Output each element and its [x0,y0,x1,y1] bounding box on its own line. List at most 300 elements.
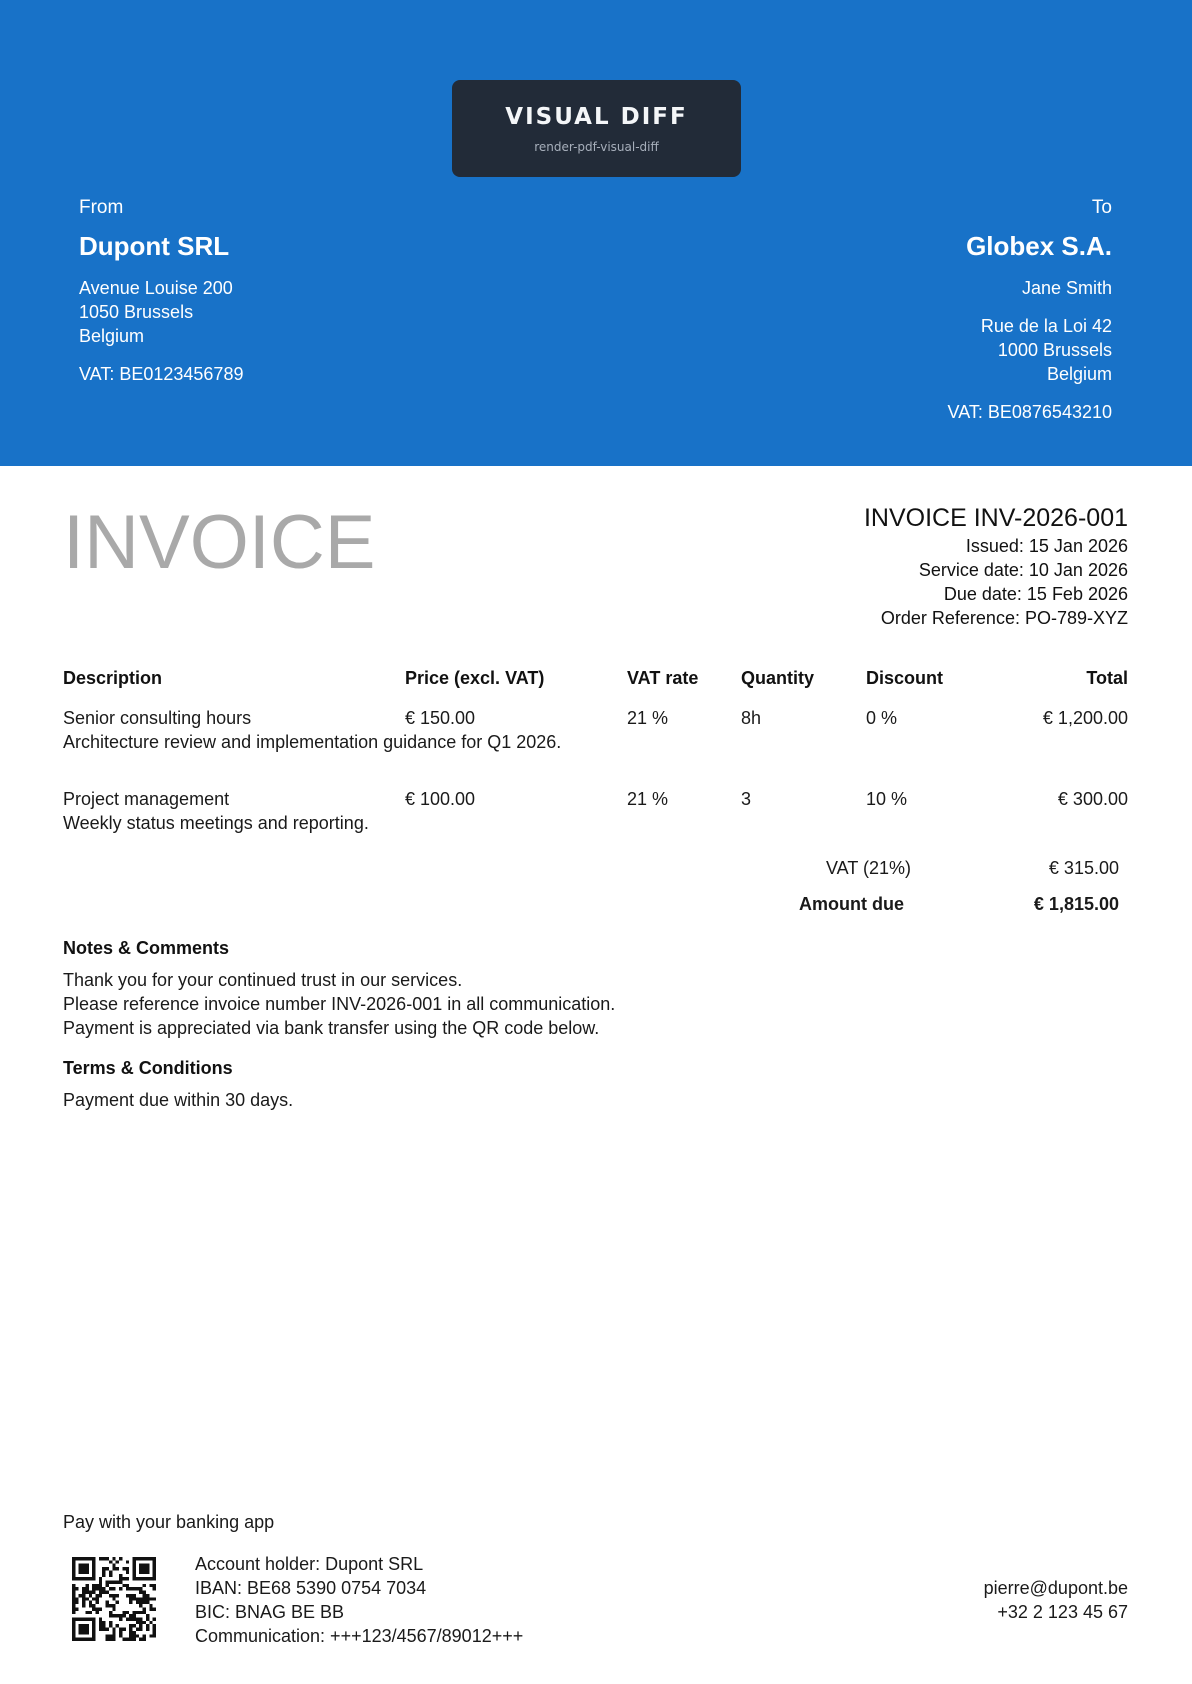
qr-module [85,1638,88,1641]
qr-module [92,1638,95,1641]
qr-module [102,1567,105,1570]
qr-module [126,1584,129,1587]
qr-module [89,1601,92,1604]
qr-module [72,1591,75,1594]
qr-module [129,1614,132,1617]
qr-module [85,1587,88,1590]
qr-module [139,1564,142,1567]
qr-module [143,1591,146,1594]
qr-module [106,1604,109,1607]
qr-module [146,1567,149,1570]
order-reference: Order Reference: PO-789-XYZ [880,608,1128,628]
qr-module [129,1631,132,1634]
qr-module [153,1617,156,1620]
qr-module [149,1597,152,1600]
qr-module [116,1601,119,1604]
qr-module [106,1591,109,1594]
qr-module [102,1587,105,1590]
qr-module [72,1584,75,1587]
table-row [63,706,1128,787]
qr-module [85,1577,88,1580]
qr-module [85,1617,88,1620]
column-header-discount: Discount [866,668,944,688]
qr-module [132,1574,135,1577]
qr-module [119,1577,122,1580]
qr-module [146,1614,149,1617]
item-total: € 300.00 [1057,789,1128,809]
qr-module [153,1624,156,1627]
qr-module [92,1628,95,1631]
qr-module [89,1611,92,1614]
qr-module [92,1617,95,1620]
from-address-line: Belgium [79,326,145,346]
qr-module [109,1621,112,1624]
qr-module [96,1594,99,1597]
qr-module [139,1601,142,1604]
qr-module [132,1634,135,1637]
qr-module [99,1591,102,1594]
qr-module [153,1584,156,1587]
qr-module [85,1557,88,1560]
qr-module [106,1638,109,1641]
qr-module [139,1617,142,1620]
qr-module [112,1604,115,1607]
logo-title: VISUAL DIFF [505,103,688,130]
qr-module [146,1594,149,1597]
item-quantity: 3 [741,789,752,809]
qr-module [153,1587,156,1590]
qr-module [92,1591,95,1594]
item-description: Senior consulting hours [63,708,252,728]
qr-module [132,1587,135,1590]
qr-module [139,1628,142,1631]
company-logo [452,80,741,177]
qr-module [82,1567,85,1570]
to-address-line: Belgium [1046,364,1112,384]
invoice-heading: INVOICE [63,500,376,585]
qr-module [109,1624,112,1627]
qr-module [99,1621,102,1624]
notes-line: Thank you for your continued trust in our services. [63,970,463,990]
vat-total-row [799,856,1119,880]
qr-module [149,1577,152,1580]
qr-module [153,1570,156,1573]
qr-module [119,1628,122,1631]
column-header-description: Description [63,668,163,688]
qr-module [116,1567,119,1570]
qr-module [119,1631,122,1634]
from-party [79,196,243,386]
qr-module [106,1581,109,1584]
qr-module [132,1594,135,1597]
qr-module [106,1584,109,1587]
qr-module [96,1607,99,1610]
table-header [63,668,1128,696]
qr-module [92,1624,95,1627]
qr-module [132,1614,135,1617]
to-vat: VAT: BE0876543210 [947,402,1112,422]
issued-date: Issued: 15 Jan 2026 [965,536,1128,556]
qr-module [109,1587,112,1590]
qr-module [85,1564,88,1567]
invoice-meta [864,502,1128,630]
due-date: Due date: 15 Feb 2026 [943,584,1128,604]
qr-module [109,1581,112,1584]
qr-module [139,1567,142,1570]
qr-module [126,1570,129,1573]
qr-module [139,1570,142,1573]
qr-module [146,1624,149,1627]
qr-module [153,1607,156,1610]
qr-module [149,1621,152,1624]
qr-module [79,1638,82,1641]
qr-module [109,1560,112,1563]
payment-qr-code [72,1557,156,1641]
qr-module [143,1621,146,1624]
qr-module [112,1557,115,1560]
qr-module [153,1560,156,1563]
to-contact-person: Jane Smith [1021,278,1112,298]
qr-module [79,1570,82,1573]
qr-module [116,1614,119,1617]
qr-module [112,1614,115,1617]
qr-module [153,1634,156,1637]
qr-module [72,1564,75,1567]
qr-module [109,1570,112,1573]
terms-section [63,1056,293,1112]
qr-module [89,1594,92,1597]
qr-module [89,1557,92,1560]
qr-module [72,1638,75,1641]
qr-module [132,1617,135,1620]
qr-module [99,1577,102,1580]
qr-module [72,1624,75,1627]
qr-module [136,1617,139,1620]
qr-module [75,1638,78,1641]
qr-module [99,1594,102,1597]
qr-module [79,1617,82,1620]
qr-module [122,1628,125,1631]
qr-module [72,1631,75,1634]
qr-module [92,1560,95,1563]
qr-module [102,1570,105,1573]
qr-module [153,1577,156,1580]
qr-module [143,1577,146,1580]
qr-module [122,1614,125,1617]
qr-module [85,1611,88,1614]
qr-module [106,1601,109,1604]
qr-module [82,1604,85,1607]
qr-module [96,1611,99,1614]
qr-module [96,1584,99,1587]
qr-module [92,1634,95,1637]
qr-module [102,1628,105,1631]
qr-module [129,1587,132,1590]
qr-module [109,1614,112,1617]
qr-module [143,1597,146,1600]
qr-module [92,1557,95,1560]
payment-title: Pay with your banking app [63,1512,275,1532]
service-date: Service date: 10 Jan 2026 [918,560,1128,580]
header-band [0,0,1192,466]
column-header-total: Total [1086,668,1128,688]
qr-module [106,1567,109,1570]
qr-module [72,1611,75,1614]
qr-module [143,1567,146,1570]
qr-module [116,1560,119,1563]
qr-module [72,1587,75,1590]
item-price: € 150.00 [405,708,476,728]
qr-module [72,1607,75,1610]
qr-module [139,1621,142,1624]
qr-module [143,1564,146,1567]
item-detail: Architecture review and implementation guidance for Q1 2026. [63,732,562,752]
qr-module [92,1621,95,1624]
qr-module [75,1597,78,1600]
qr-module [96,1597,99,1600]
item-vat-rate: 21 % [627,789,669,809]
terms-title: Terms & Conditions [63,1058,233,1078]
from-vat: VAT: BE0123456789 [79,364,244,384]
qr-module [109,1574,112,1577]
qr-module [153,1567,156,1570]
qr-module [139,1611,142,1614]
qr-module [136,1577,139,1580]
qr-module [79,1594,82,1597]
qr-module [149,1607,152,1610]
qr-module [82,1577,85,1580]
qr-module [136,1634,139,1637]
qr-module [136,1628,139,1631]
qr-module [106,1628,109,1631]
qr-module [82,1617,85,1620]
item-description: Project management [63,789,230,809]
qr-module [72,1604,75,1607]
vat-total-value: € 315.00 [1048,858,1119,878]
qr-module [129,1638,132,1641]
item-detail: Weekly status meetings and reporting. [63,813,369,833]
qr-module [136,1557,139,1560]
qr-module [139,1591,142,1594]
qr-module [149,1557,152,1560]
qr-module [122,1611,125,1614]
qr-module [102,1621,105,1624]
qr-module [122,1567,125,1570]
qr-module [129,1617,132,1620]
qr-module [126,1577,129,1580]
qr-module [85,1567,88,1570]
logo-subtitle: render-pdf-visual-diff [534,139,659,154]
invoice-number: INVOICE INV-2026-001 [863,504,1128,532]
qr-module [82,1594,85,1597]
qr-module [126,1617,129,1620]
qr-module [146,1564,149,1567]
vat-total-label: VAT (21%) [826,858,912,878]
qr-module [109,1634,112,1637]
qr-module [122,1638,125,1641]
qr-module [72,1621,75,1624]
qr-module [82,1638,85,1641]
qr-module [82,1591,85,1594]
qr-module [82,1631,85,1634]
qr-module [89,1591,92,1594]
qr-module [72,1601,75,1604]
payment-communication: Communication: +++123/4567/89012+++ [195,1626,524,1646]
qr-module [129,1624,132,1627]
qr-module [85,1624,88,1627]
qr-module [143,1634,146,1637]
qr-module [122,1584,125,1587]
qr-module [85,1570,88,1573]
qr-module [116,1594,119,1597]
notes-text [63,968,615,1040]
amount-due-label: Amount due [799,894,904,914]
qr-module [132,1570,135,1573]
qr-module [75,1601,78,1604]
qr-module [153,1631,156,1634]
qr-module [72,1617,75,1620]
item-total: € 1,200.00 [1042,708,1128,728]
qr-module [129,1601,132,1604]
qr-module [136,1601,139,1604]
qr-module [85,1597,88,1600]
qr-module [143,1584,146,1587]
iban: IBAN: BE68 5390 0754 7034 [195,1578,427,1598]
qr-module [112,1597,115,1600]
qr-module [143,1638,146,1641]
qr-module [126,1567,129,1570]
qr-module [72,1570,75,1573]
qr-module [136,1597,139,1600]
item-discount: 10 % [866,789,908,809]
qr-module [102,1574,105,1577]
qr-module [72,1557,75,1560]
qr-module [96,1587,99,1590]
qr-module [149,1634,152,1637]
from-name: Dupont SRL [79,231,230,261]
qr-module [82,1570,85,1573]
contact-email: pierre@dupont.be [983,1578,1128,1598]
qr-module [85,1591,88,1594]
qr-module [92,1577,95,1580]
qr-module [132,1557,135,1560]
qr-module [79,1624,82,1627]
to-label: To [1091,197,1112,218]
qr-module [122,1577,125,1580]
to-address-line: Rue de la Loi 42 [980,316,1112,336]
qr-module [75,1557,78,1560]
qr-module [136,1621,139,1624]
qr-module [92,1631,95,1634]
notes-title: Notes & Comments [63,938,230,958]
qr-module [82,1557,85,1560]
qr-module [129,1597,132,1600]
qr-module [106,1634,109,1637]
qr-module [89,1617,92,1620]
qr-module [126,1594,129,1597]
qr-module [132,1560,135,1563]
account-holder: Account holder: Dupont SRL [195,1554,424,1574]
qr-module [72,1597,75,1600]
qr-module [132,1611,135,1614]
qr-module [106,1557,109,1560]
contact-phone: +32 2 123 45 67 [997,1602,1128,1622]
qr-module [99,1581,102,1584]
qr-module [99,1584,102,1587]
qr-module [132,1631,135,1634]
qr-module [92,1597,95,1600]
qr-module [96,1601,99,1604]
qr-module [82,1597,85,1600]
qr-module [79,1577,82,1580]
from-address [79,276,243,348]
item-discount: 0 % [866,708,898,728]
qr-module [72,1634,75,1637]
qr-module [132,1564,135,1567]
qr-module [146,1557,149,1560]
qr-module [126,1560,129,1563]
qr-module [112,1587,115,1590]
line-items-table [63,668,1128,868]
qr-module [119,1617,122,1620]
qr-module [129,1634,132,1637]
qr-module [79,1631,82,1634]
qr-module [112,1631,115,1634]
qr-module [109,1638,112,1641]
qr-module [109,1604,112,1607]
qr-module [72,1594,75,1597]
notes-line: Please reference invoice number INV-2026-001 in all communication. [63,994,616,1014]
notes-line: Payment is appreciated via bank transfer using the QR code below. [63,1018,600,1038]
qr-module [72,1567,75,1570]
to-address [948,314,1112,386]
qr-module [75,1577,78,1580]
amount-due-row [799,892,1119,916]
qr-module [112,1594,115,1597]
qr-module [72,1577,75,1580]
qr-module [79,1557,82,1560]
qr-module [139,1604,142,1607]
qr-module [146,1570,149,1573]
qr-module [126,1638,129,1641]
qr-module [99,1607,102,1610]
qr-module [72,1628,75,1631]
from-address-line: Avenue Louise 200 [79,278,233,298]
qr-module [92,1567,95,1570]
qr-module [149,1584,152,1587]
qr-module [79,1567,82,1570]
qr-module [85,1631,88,1634]
qr-module [146,1601,149,1604]
qr-module [119,1557,122,1560]
qr-module [153,1597,156,1600]
to-address-line: 1000 Brussels [997,340,1112,360]
qr-module [119,1634,122,1637]
qr-module [92,1574,95,1577]
qr-module [109,1611,112,1614]
qr-module [112,1628,115,1631]
qr-module [92,1570,95,1573]
qr-module [126,1587,129,1590]
qr-module [92,1604,95,1607]
bank-details [195,1552,523,1648]
item-price: € 100.00 [405,789,476,809]
qr-module [112,1634,115,1637]
qr-module [89,1577,92,1580]
qr-module [112,1607,115,1610]
qr-module [72,1574,75,1577]
qr-module [143,1557,146,1560]
